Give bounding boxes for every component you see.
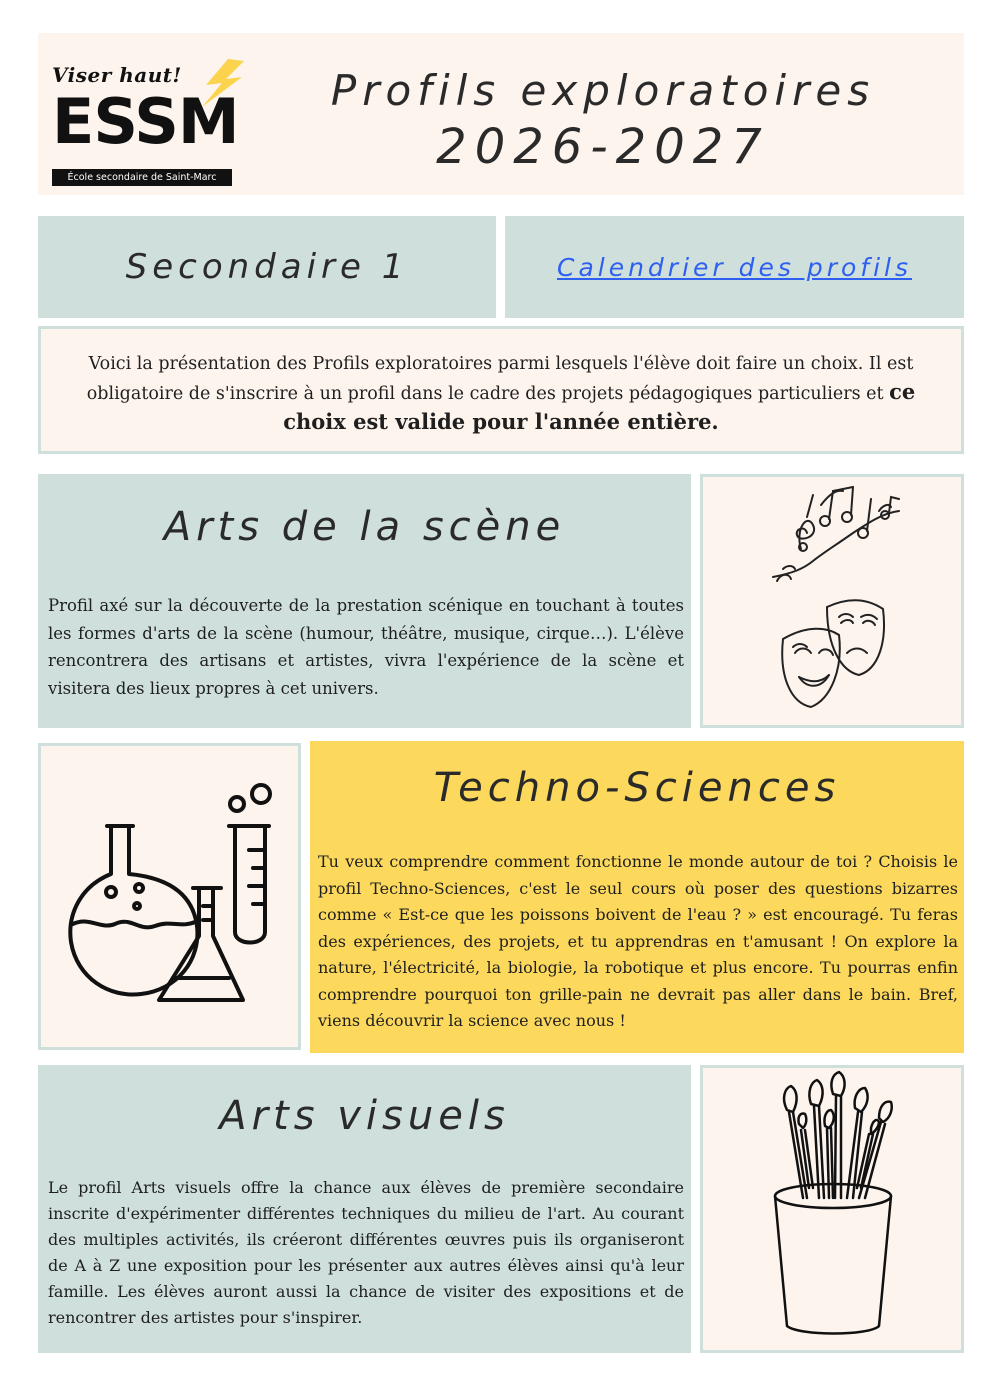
logo-school-name: École secondaire de Saint-Marc (52, 169, 232, 186)
section-description: Le profil Arts visuels offre la chance aux élèves de première secondaire inscrite d'expérimenter différentes techniques du milieu de l'art. Au courant des multiples activités, ils créeront différentes œuvres puis ils organiseront de A à Z une exposition pour les présenter aux autres élèves ainsi qu'à leur famille. Les élèves auront aussi la chance de visiter des expositions et de rencontrer des artistes pour s'inspirer. (48, 1178, 684, 1327)
lab-glassware-icon (41, 746, 298, 1047)
section-title: Arts de la scène (163, 504, 566, 550)
level-panel (38, 216, 496, 318)
logo-brand: ESSM (52, 85, 239, 158)
section-description: Profil axé sur la découverte de la prestation scénique en touchant à toutes les formes d'arts de la scène (humour, théâtre, musique, cirque…). L'élève rencontrera des artisans et artistes, vivra l'expérience de la scène et visitera des lieux propres à cet univers. (48, 596, 684, 698)
section-description: Tu veux comprendre comment fonctionne le monde autour de toi ? Choisis le profil Techno-Sciences, c'est le seul cours où poser des questions bizarres comme « Est-ce que les poissons boivent de l'eau ? » est encouragé. Tu feras des expériences, des projets, et tu apprendras en t'amusant ! On explore la nature, l'électricité, la biologie, la robotique et plus encore. Tu pourras enfin comprendre pourquoi ton grille-pain ne devrait pas aller dans le bain. Bref, viens découvrir la science avec nous ! (318, 852, 958, 1030)
intro-emphasis: ce choix est valide pour l'année entière. (283, 379, 916, 434)
calendar-panel (505, 216, 964, 318)
logo-slogan: Viser haut! (52, 63, 182, 87)
section-arts-scene (38, 474, 691, 728)
page-title (278, 65, 928, 177)
page-title-line1: Profils exploratoires (330, 66, 876, 115)
calendar-link[interactable]: Calendrier des profils (556, 252, 913, 282)
page-title-year: 2026-2027 (436, 119, 770, 175)
intro-text: Voici la présentation des Profils exploratoires parmi lesquels l'élève doit faire un choix. Il est obligatoire de s'inscrire à un profil dans le cadre des projets pédagogiques particuliers et (86, 354, 914, 404)
theater-masks-music-notes-icon (703, 477, 961, 725)
techno-sciences-illustration (38, 743, 301, 1050)
arts-visuels-illustration (700, 1065, 964, 1353)
intro-panel (38, 326, 964, 454)
section-arts-visuels (38, 1065, 691, 1353)
page-header (38, 33, 964, 195)
section-title: Techno-Sciences (433, 765, 841, 811)
section-techno-sciences (310, 741, 964, 1053)
level-label: Secondaire 1 (125, 247, 409, 287)
paintbrushes-cup-icon (703, 1068, 961, 1350)
essm-logo (52, 51, 242, 181)
arts-scene-illustration (700, 474, 964, 728)
section-title: Arts visuels (219, 1093, 510, 1139)
